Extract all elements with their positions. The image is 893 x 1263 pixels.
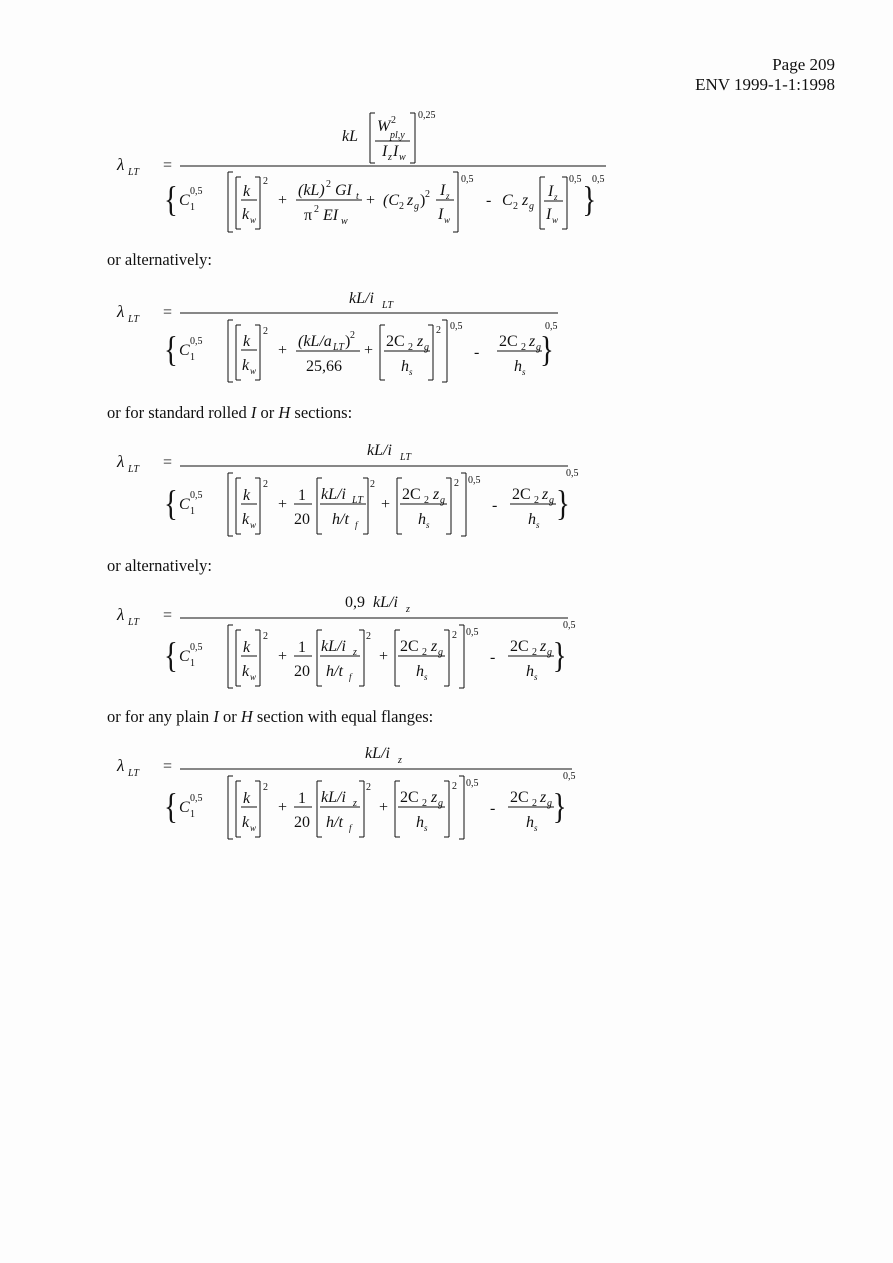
formula-symbol: 0,5 <box>190 793 203 804</box>
formula-symbol: 0,5 <box>468 475 481 486</box>
formula-symbol: 0,5 <box>466 778 479 789</box>
formula-symbol: 1 <box>190 506 195 517</box>
formula-symbol: 0,5 <box>190 186 203 197</box>
formula-symbol: } <box>556 484 570 524</box>
formula-symbol: 2C <box>512 486 531 503</box>
formula-symbol: π <box>304 207 313 224</box>
page-number: Page 209 <box>772 55 835 74</box>
formula-symbol: 2 <box>454 478 459 489</box>
formula-symbol: z <box>407 192 414 209</box>
formula-symbol: 20 <box>294 511 310 528</box>
brace-right: } <box>582 180 597 220</box>
formula-symbol: 0,9 <box>345 594 365 611</box>
formula-rule <box>228 320 233 382</box>
formula-symbol: g <box>547 798 552 809</box>
formula-symbol: k <box>243 487 251 504</box>
formula-rule <box>236 478 241 534</box>
formula-symbol: 0,5 <box>190 490 203 501</box>
formula-symbol: z <box>540 638 547 655</box>
formula-symbol: 1 <box>298 639 306 656</box>
formula-symbol: 0,5 <box>190 642 203 653</box>
formula-symbol: w <box>552 215 559 225</box>
formula-symbol: = <box>163 304 173 321</box>
formula-symbol: g <box>547 647 552 658</box>
formula-symbol: z <box>554 192 558 202</box>
formula-symbol: + <box>366 192 376 209</box>
formula-symbol: I <box>393 143 399 160</box>
formula-rule <box>444 630 449 686</box>
formula-symbol: LT <box>128 768 139 779</box>
formula-symbol: + <box>278 342 288 359</box>
formula-symbol: k <box>243 183 251 200</box>
formula-rule <box>236 325 241 380</box>
formula-symbol: f <box>355 520 358 530</box>
formula-symbol: 2C <box>499 333 518 350</box>
formula-symbol: 2 <box>399 201 404 212</box>
formula-symbol: w <box>250 215 257 225</box>
formula-symbol: z <box>388 152 392 163</box>
formula-symbol: 2C <box>386 333 405 350</box>
caption-3: or alternatively: <box>107 556 212 575</box>
formula-symbol: 0,5 <box>450 321 463 332</box>
formula-symbol: (kL) <box>298 182 325 199</box>
formula-symbol: C <box>179 496 190 513</box>
formula-symbol: kL/i <box>367 442 392 459</box>
formula-5 <box>116 745 576 839</box>
formula-symbol: λ <box>117 605 125 624</box>
formula-symbol: 2 <box>263 782 268 793</box>
formula-symbol: 1 <box>190 658 195 669</box>
formula-symbol: g <box>440 495 445 506</box>
formula-symbol: C <box>502 192 513 209</box>
formula-symbol: s <box>534 823 538 833</box>
formula-symbol: h <box>418 511 426 528</box>
formula-symbol: 0,5 <box>563 771 576 782</box>
formula-symbol: + <box>278 799 288 816</box>
formula-rule <box>236 781 241 837</box>
formula-symbol: 2C <box>400 789 419 806</box>
formula-symbol: LT <box>382 300 393 311</box>
formula-symbol: s <box>536 520 540 530</box>
formula-symbol: z <box>446 191 450 201</box>
formula-symbol: C <box>179 799 190 816</box>
formula-symbol: 2 <box>391 115 396 126</box>
formula-symbol: 20 <box>294 663 310 680</box>
formula-symbol: + <box>379 799 389 816</box>
formula-symbol: k <box>242 663 250 680</box>
formula-symbol: 2 <box>326 179 331 190</box>
formula-symbol: - <box>490 800 496 817</box>
formula-symbol: 2C <box>400 638 419 655</box>
formula-symbol: I <box>546 206 552 223</box>
formula-symbol: kL/i <box>321 638 346 655</box>
formula-rule <box>459 625 464 688</box>
formula-symbol: LT <box>400 452 411 463</box>
formula-symbol: 2 <box>408 342 413 353</box>
formula-rule <box>236 630 241 686</box>
formula-symbol: pl,y <box>390 130 405 141</box>
formula-symbol: h <box>401 358 409 375</box>
brace-left: { <box>164 180 178 220</box>
lambda-lhs: λ <box>117 155 125 174</box>
formula-rule <box>363 478 368 534</box>
formula-symbol: λ <box>117 452 125 471</box>
formula-symbol: w <box>250 366 257 376</box>
formula-symbol: 2 <box>314 204 319 215</box>
formula-symbol: g <box>536 342 541 353</box>
formula-rule <box>444 781 449 837</box>
formula-symbol: { <box>164 484 178 524</box>
formula-symbol: + <box>379 648 389 665</box>
formula-rule <box>446 478 451 534</box>
formula-symbol: λ <box>117 756 125 775</box>
formula-symbol: 2 <box>521 342 526 353</box>
formula-symbol: C <box>179 648 190 665</box>
formula-symbol: LT <box>128 314 139 325</box>
formula-symbol: I <box>440 182 446 199</box>
formula-symbol: z <box>353 798 357 809</box>
formula-symbol: s <box>534 672 538 682</box>
formula-symbol: h <box>526 814 534 831</box>
formula-symbol: w <box>399 152 406 163</box>
formula-symbol: 1 <box>298 790 306 807</box>
formula-symbol: { <box>164 330 178 370</box>
formula-symbol: EI <box>323 207 339 224</box>
formula-symbol: I <box>382 143 388 160</box>
formula-symbol: 2 <box>422 798 427 809</box>
formula-symbol: kL/i <box>365 745 390 762</box>
formula-symbol: 2 <box>366 782 371 793</box>
formula-symbol: - <box>474 344 480 361</box>
formula-symbol: 1 <box>190 352 195 363</box>
formula-symbol: 2 <box>263 326 268 337</box>
formula-symbol: 1 <box>190 809 195 820</box>
formula-symbol: k <box>242 357 250 374</box>
formula-symbol: 2 <box>263 479 268 490</box>
formula-symbol: h <box>416 814 424 831</box>
formula-symbol: z <box>417 333 424 350</box>
formula-symbol: g <box>414 201 419 212</box>
formula-symbol: w <box>250 520 257 530</box>
formula-symbol: kL/i <box>373 594 398 611</box>
formula-symbol: w <box>250 672 257 682</box>
formula-symbol: 2 <box>452 630 457 641</box>
formula-symbol: - <box>490 649 496 666</box>
formula-rule <box>228 625 233 688</box>
formula-rule <box>359 630 364 686</box>
formula-symbol: k <box>242 814 250 831</box>
formula-symbol: = <box>163 607 173 624</box>
formula-rule <box>453 172 458 232</box>
formula-symbol: 20 <box>294 814 310 831</box>
formula-symbol: = <box>163 157 173 174</box>
formula-symbol: s <box>522 367 526 377</box>
formula-symbol: z <box>431 638 438 655</box>
formula-symbol: f <box>349 672 352 682</box>
formula-symbol: 0,5 <box>466 627 479 638</box>
formula-symbol: { <box>164 636 178 676</box>
formula-rule <box>359 781 364 837</box>
formula-rule <box>562 177 567 229</box>
caption-1: or alternatively: <box>107 250 212 269</box>
formula-symbol: = <box>163 454 173 471</box>
formula-symbol: k <box>243 639 251 656</box>
caption-2: or for standard rolled I or H sections: <box>107 403 353 422</box>
formula-symbol: z <box>398 755 402 766</box>
formula-rule <box>228 473 233 536</box>
standard-reference: ENV 1999-1-1:1998 <box>695 75 835 94</box>
formula-symbol: 2 <box>350 330 355 341</box>
formula-symbol: h/t <box>332 511 349 528</box>
formula-symbol: 2 <box>370 479 375 490</box>
formula-symbol: + <box>278 648 288 665</box>
formula-symbol: kL/i <box>321 486 346 503</box>
formula-symbol: LT <box>128 167 139 178</box>
formula-symbol: f <box>349 823 352 833</box>
formula-symbol: 2 <box>532 647 537 658</box>
formula-rule <box>461 473 466 536</box>
formula-3 <box>116 442 579 536</box>
formula-symbol: } <box>552 787 567 827</box>
formula-symbol: 0,5 <box>563 620 576 631</box>
formula-symbol: 25,66 <box>306 358 342 375</box>
formula-symbol: z <box>540 789 547 806</box>
formula-symbol: h <box>528 511 536 528</box>
formula-symbol: GI <box>335 182 352 199</box>
formula-symbol: 2C <box>402 486 421 503</box>
formula-rule <box>228 776 233 839</box>
formula-symbol: 1 <box>190 202 195 213</box>
formula-symbol: = <box>163 758 173 775</box>
formula-symbol: LT <box>333 342 344 353</box>
formula-symbol: s <box>409 367 413 377</box>
formula-symbol: 2 <box>452 781 457 792</box>
formula-symbol: h <box>416 663 424 680</box>
formula-symbol: λ <box>117 302 125 321</box>
formula-symbol: s <box>424 823 428 833</box>
formula-symbol: + <box>278 496 288 513</box>
formula-symbol: 0,25 <box>418 110 436 121</box>
formula-symbol: } <box>540 330 554 370</box>
formula-symbol: 0,5 <box>592 174 605 185</box>
formula-symbol: I <box>548 183 554 200</box>
formula-symbol: LT <box>128 464 139 475</box>
formula-symbol: g <box>549 495 554 506</box>
formula-4 <box>116 594 576 688</box>
formula-rule <box>380 325 385 380</box>
formula-symbol: 2 <box>422 647 427 658</box>
formula-symbol: ) <box>345 333 351 350</box>
formula-symbol: z <box>431 789 438 806</box>
formula-symbol: (kL/a <box>298 333 332 350</box>
formula-symbol: z <box>542 486 549 503</box>
formula-symbol: - <box>486 192 492 209</box>
formula-1 <box>116 110 606 232</box>
formula-symbol: LT <box>352 495 363 506</box>
formula-2 <box>116 290 558 382</box>
formula-symbol: 1 <box>298 487 306 504</box>
formula-symbol: + <box>364 342 374 359</box>
formula-symbol: C <box>179 192 190 209</box>
formula-symbol: s <box>424 672 428 682</box>
formula-rule <box>540 177 545 229</box>
formula-symbol: 0,5 <box>461 174 474 185</box>
formula-symbol: I <box>438 206 444 223</box>
formula-symbol: 2 <box>436 325 441 336</box>
formula-symbol: 0,5 <box>569 174 582 185</box>
formula-symbol: + <box>381 496 391 513</box>
formula-symbol: g <box>529 201 534 212</box>
formula-symbol: 2 <box>534 495 539 506</box>
formula-symbol: 0,5 <box>190 336 203 347</box>
formula-symbol: z <box>353 647 357 658</box>
formula-symbol: { <box>164 787 178 827</box>
formula-symbol: C <box>179 342 190 359</box>
formula-symbol: kL/i <box>349 290 374 307</box>
formula-symbol: 2 <box>532 798 537 809</box>
formula-symbol: 2 <box>513 201 518 212</box>
formula-rule <box>442 320 447 382</box>
formula-symbol: kL/i <box>321 789 346 806</box>
formula-symbol: W <box>377 118 391 135</box>
formula-symbol: 2 <box>425 189 430 200</box>
formula-symbol: s <box>426 520 430 530</box>
formula-symbol: kL <box>342 128 358 145</box>
formula-symbol: + <box>278 192 288 209</box>
formula-symbol: 2C <box>510 789 529 806</box>
formula-symbol: k <box>243 790 251 807</box>
formula-symbol: 0,5 <box>566 468 579 479</box>
formula-symbol: h/t <box>326 663 343 680</box>
formula-rule <box>459 776 464 839</box>
formula-symbol: 0,5 <box>545 321 558 332</box>
formula-symbol: h/t <box>326 814 343 831</box>
formula-symbol: k <box>242 206 250 223</box>
formula-symbol: z <box>529 333 536 350</box>
formula-symbol: ) <box>420 192 426 209</box>
formula-symbol: h <box>514 358 522 375</box>
formula-symbol: w <box>250 823 257 833</box>
formula-symbol: w <box>341 216 348 227</box>
caption-4: or for any plain I or H section with equal flanges: <box>107 707 434 726</box>
formula-symbol: LT <box>128 617 139 628</box>
formula-symbol: g <box>438 647 443 658</box>
formula-symbol: z <box>406 604 410 615</box>
formula-symbol: (C <box>383 192 399 209</box>
formula-rule <box>228 172 233 232</box>
formula-symbol: 2 <box>366 631 371 642</box>
formula-symbol: - <box>492 497 498 514</box>
formula-symbol: w <box>444 215 451 225</box>
formula-symbol: g <box>438 798 443 809</box>
formula-symbol: h <box>526 663 534 680</box>
formula-symbol: 2 <box>263 176 268 187</box>
formula-symbol: z <box>522 192 529 209</box>
formula-symbol: g <box>424 342 429 353</box>
formula-symbol: 2C <box>510 638 529 655</box>
formula-symbol: t <box>356 191 359 202</box>
formula-symbol: 2 <box>263 631 268 642</box>
formula-symbol: k <box>243 333 251 350</box>
formula-symbol: 2 <box>424 495 429 506</box>
formula-rule <box>236 177 241 229</box>
formula-symbol: z <box>433 486 440 503</box>
formula-symbol: } <box>552 636 567 676</box>
formula-symbol: k <box>242 511 250 528</box>
